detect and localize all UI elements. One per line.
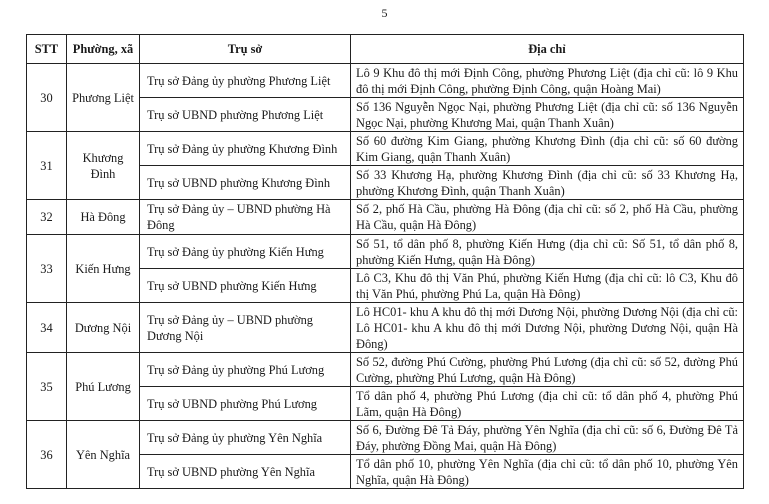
stt-cell: 36 <box>27 421 67 489</box>
stt-cell: 35 <box>27 353 67 421</box>
address-cell: Số 33 Khương Hạ, phường Khương Đình (địa chỉ cũ: số 33 Khương Hạ, phường Khương Đình, quận Thanh Xuân) <box>351 166 744 200</box>
address-cell: Số 6, Đường Đê Tả Đáy, phường Yên Nghĩa (địa chỉ cũ: số 6, Đường Đê Tả Đáy, phường Đồng Mai, quận Hà Đông) <box>351 421 744 455</box>
ward-cell: Hà Đông <box>67 200 140 235</box>
office-cell: Trụ sở Đảng ủy phường Phương Liệt <box>140 64 351 98</box>
address-cell: Số 136 Nguyễn Ngọc Nại, phường Phương Liệt (địa chỉ cũ: số 136 Nguyễn Ngọc Nại, phường Khương Mai, quận Thanh Xuân) <box>351 98 744 132</box>
stt-cell: 33 <box>27 235 67 303</box>
table-row <box>27 64 744 98</box>
table-row <box>27 200 744 235</box>
header-stt: STT <box>27 35 67 64</box>
office-cell: Trụ sở Đảng ủy phường Phú Lương <box>140 353 351 387</box>
header-address: Địa chỉ <box>351 35 744 64</box>
office-address-table <box>26 34 744 489</box>
ward-cell: Yên Nghĩa <box>67 421 140 489</box>
office-cell: Trụ sở Đảng ủy phường Kiến Hưng <box>140 235 351 269</box>
address-cell: Lô HC01- khu A khu đô thị mới Dương Nội, phường Dương Nội (địa chỉ cũ: Lô HC01- khu A khu đô thị mới Dương Nội, phường Dương Nội, quận Hà Đông) <box>351 303 744 353</box>
address-cell: Lô C3, Khu đô thị Văn Phú, phường Kiến Hưng (địa chỉ cũ: lô C3, Khu đô thị Văn Phú, phường Phú La, quận Hà Đông) <box>351 269 744 303</box>
stt-cell: 31 <box>27 132 67 200</box>
office-cell: Trụ sở Đảng ủy – UBND phường Hà Đông <box>140 200 351 235</box>
ward-cell: Khương Đình <box>67 132 140 200</box>
stt-cell: 30 <box>27 64 67 132</box>
address-cell: Tổ dân phố 10, phường Yên Nghĩa (địa chỉ cũ: tổ dân phố 10, phường Yên Nghĩa, quận Hà Đông) <box>351 455 744 489</box>
table-row <box>27 421 744 455</box>
office-cell: Trụ sở UBND phường Khương Đình <box>140 166 351 200</box>
table-row <box>27 132 744 166</box>
office-cell: Trụ sở Đảng ủy phường Yên Nghĩa <box>140 421 351 455</box>
office-cell: Trụ sở Đảng ủy phường Khương Đình <box>140 132 351 166</box>
ward-cell: Phú Lương <box>67 353 140 421</box>
stt-cell: 34 <box>27 303 67 353</box>
address-cell: Số 51, tổ dân phố 8, phường Kiến Hưng (địa chỉ cũ: Số 51, tổ dân phố 8, phường Kiến Hưng, quận Hà Đông) <box>351 235 744 269</box>
ward-cell: Kiến Hưng <box>67 235 140 303</box>
office-cell: Trụ sở UBND phường Phú Lương <box>140 387 351 421</box>
page-number: 5 <box>381 6 388 20</box>
address-cell: Tổ dân phố 4, phường Phú Lương (địa chỉ cũ: tổ dân phố 4, phường Phú Lãm, quận Hà Đông) <box>351 387 744 421</box>
office-cell: Trụ sở Đảng ủy – UBND phường Dương Nội <box>140 303 351 353</box>
table-row <box>27 353 744 387</box>
address-cell: Số 52, đường Phú Cường, phường Phú Lương (địa chỉ cũ: số 52, đường Phú Cường, phường Phú Lương, quận Hà Đông) <box>351 353 744 387</box>
office-cell: Trụ sở UBND phường Yên Nghĩa <box>140 455 351 489</box>
table-row <box>27 235 744 269</box>
header-ward: Phường, xã <box>67 35 140 64</box>
stt-cell: 32 <box>27 200 67 235</box>
address-cell: Lô 9 Khu đô thị mới Định Công, phường Phương Liệt (địa chỉ cũ: lô 9 Khu đô thị mới Định Công, phường Định Công, quận Hoàng Mai) <box>351 64 744 98</box>
address-cell: Số 2, phố Hà Cầu, phường Hà Đông (địa chỉ cũ: số 2, phố Hà Cầu, phường Hà Cầu, quận Hà Đông) <box>351 200 744 235</box>
office-cell: Trụ sở UBND phường Phương Liệt <box>140 98 351 132</box>
table-row <box>27 303 744 353</box>
table-header-row <box>27 35 744 64</box>
ward-cell: Dương Nội <box>67 303 140 353</box>
office-cell: Trụ sở UBND phường Kiến Hưng <box>140 269 351 303</box>
address-cell: Số 60 đường Kim Giang, phường Khương Đình (địa chỉ cũ: số 60 đường Kim Giang, quận Thanh Xuân) <box>351 132 744 166</box>
ward-cell: Phương Liệt <box>67 64 140 132</box>
header-office: Trụ sở <box>140 35 351 64</box>
